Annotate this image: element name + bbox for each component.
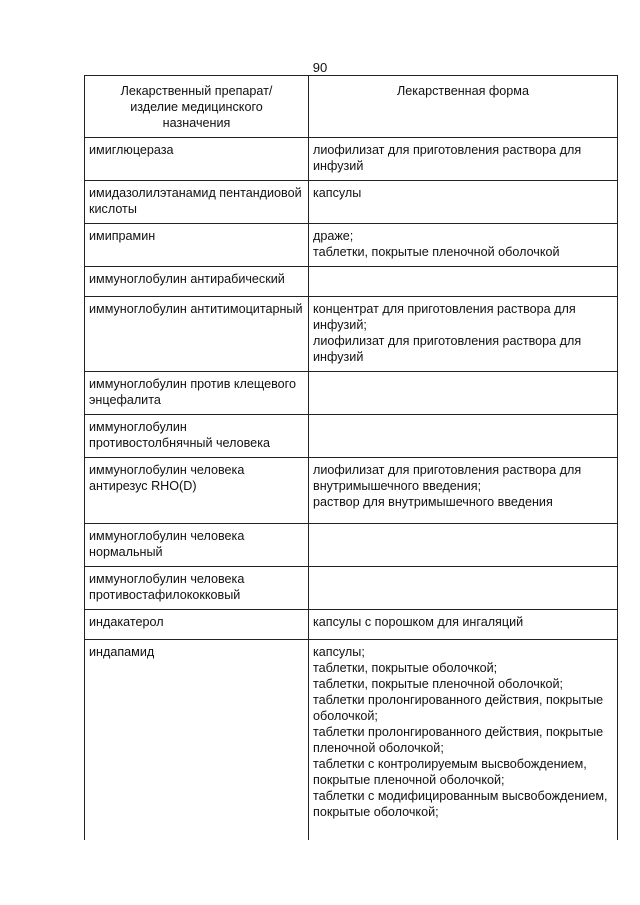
header-form: Лекарственная форма bbox=[309, 76, 618, 138]
drug-name-cell: индакатерол bbox=[85, 610, 309, 640]
dosage-form-cell bbox=[309, 567, 618, 610]
table-row bbox=[85, 458, 618, 524]
drug-name-cell: индапамид bbox=[85, 640, 309, 840]
table-row bbox=[85, 224, 618, 267]
dosage-form-item: капсулы bbox=[313, 186, 362, 200]
table-row bbox=[85, 372, 618, 415]
dosage-form-cell bbox=[309, 524, 618, 567]
dosage-form-cell bbox=[309, 640, 618, 840]
drug-name-cell: иммуноглобулин человека противостафилококковый bbox=[85, 567, 309, 610]
dosage-form-item: лиофилизат для приготовления раствора для внутримышечного введения; bbox=[313, 463, 582, 493]
dosage-form-item: таблетки с модифицированным высвобождением, покрытые оболочкой; bbox=[313, 789, 608, 819]
table-row bbox=[85, 610, 618, 640]
dosage-form-cell bbox=[309, 181, 618, 224]
dosage-form-item: лиофилизат для приготовления раствора для инфузий bbox=[313, 143, 582, 173]
dosage-form-cell bbox=[309, 415, 618, 458]
dosage-form-item: таблетки, покрытые пленочной оболочкой; bbox=[313, 677, 564, 691]
dosage-form-item: капсулы с порошком для ингаляций bbox=[313, 615, 524, 629]
drug-name-cell: иммуноглобулин человека нормальный bbox=[85, 524, 309, 567]
table-row bbox=[85, 267, 618, 297]
dosage-form-item: драже; bbox=[313, 229, 354, 243]
drug-name-cell: иммуноглобулин человека антирезус RHO(D) bbox=[85, 458, 309, 524]
dosage-form-item: капсулы; bbox=[313, 645, 365, 659]
dosage-form-cell bbox=[309, 610, 618, 640]
header-drug: Лекарственный препарат/ изделие медицинского назначения bbox=[85, 76, 309, 138]
drug-name-cell: иммуноглобулин антирабический bbox=[85, 267, 309, 297]
table-header-row bbox=[85, 76, 618, 138]
page-number: 90 bbox=[312, 60, 328, 75]
dosage-form-item: концентрат для приготовления раствора для инфузий; bbox=[313, 302, 576, 332]
drug-name-cell: иммуноглобулин против клещевого энцефалита bbox=[85, 372, 309, 415]
table-row bbox=[85, 181, 618, 224]
dosage-form-cell bbox=[309, 138, 618, 181]
dosage-form-cell bbox=[309, 458, 618, 524]
dosage-form-cell bbox=[309, 224, 618, 267]
dosage-form-item: таблетки, покрытые оболочкой; bbox=[313, 661, 498, 675]
drug-name-cell: имидазолилэтанамид пентандиовой кислоты bbox=[85, 181, 309, 224]
dosage-form-item: таблетки с контролируемым высвобождением, покрытые пленочной оболочкой; bbox=[313, 757, 587, 787]
table-row bbox=[85, 138, 618, 181]
drug-name-cell: иммуноглобулин противостолбнячный человека bbox=[85, 415, 309, 458]
table-row bbox=[85, 640, 618, 840]
drug-form-table bbox=[84, 75, 618, 840]
drug-name-cell: имиглюцераза bbox=[85, 138, 309, 181]
dosage-form-item: таблетки пролонгированного действия, покрытые оболочкой; bbox=[313, 693, 604, 723]
dosage-form-item: таблетки, покрытые пленочной оболочкой bbox=[313, 245, 560, 259]
dosage-form-item: таблетки пролонгированного действия, покрытые пленочной оболочкой; bbox=[313, 725, 604, 755]
dosage-form-item: лиофилизат для приготовления раствора для инфузий bbox=[313, 334, 582, 364]
dosage-form-cell bbox=[309, 372, 618, 415]
table-row bbox=[85, 567, 618, 610]
table-row bbox=[85, 415, 618, 458]
drug-name-cell: иммуноглобулин антитимоцитарный bbox=[85, 297, 309, 372]
table-row bbox=[85, 524, 618, 567]
dosage-form-cell bbox=[309, 297, 618, 372]
table-body bbox=[85, 138, 618, 840]
dosage-form-item: раствор для внутримышечного введения bbox=[313, 495, 553, 509]
drug-name-cell: имипрамин bbox=[85, 224, 309, 267]
dosage-form-cell bbox=[309, 267, 618, 297]
table-row bbox=[85, 297, 618, 372]
